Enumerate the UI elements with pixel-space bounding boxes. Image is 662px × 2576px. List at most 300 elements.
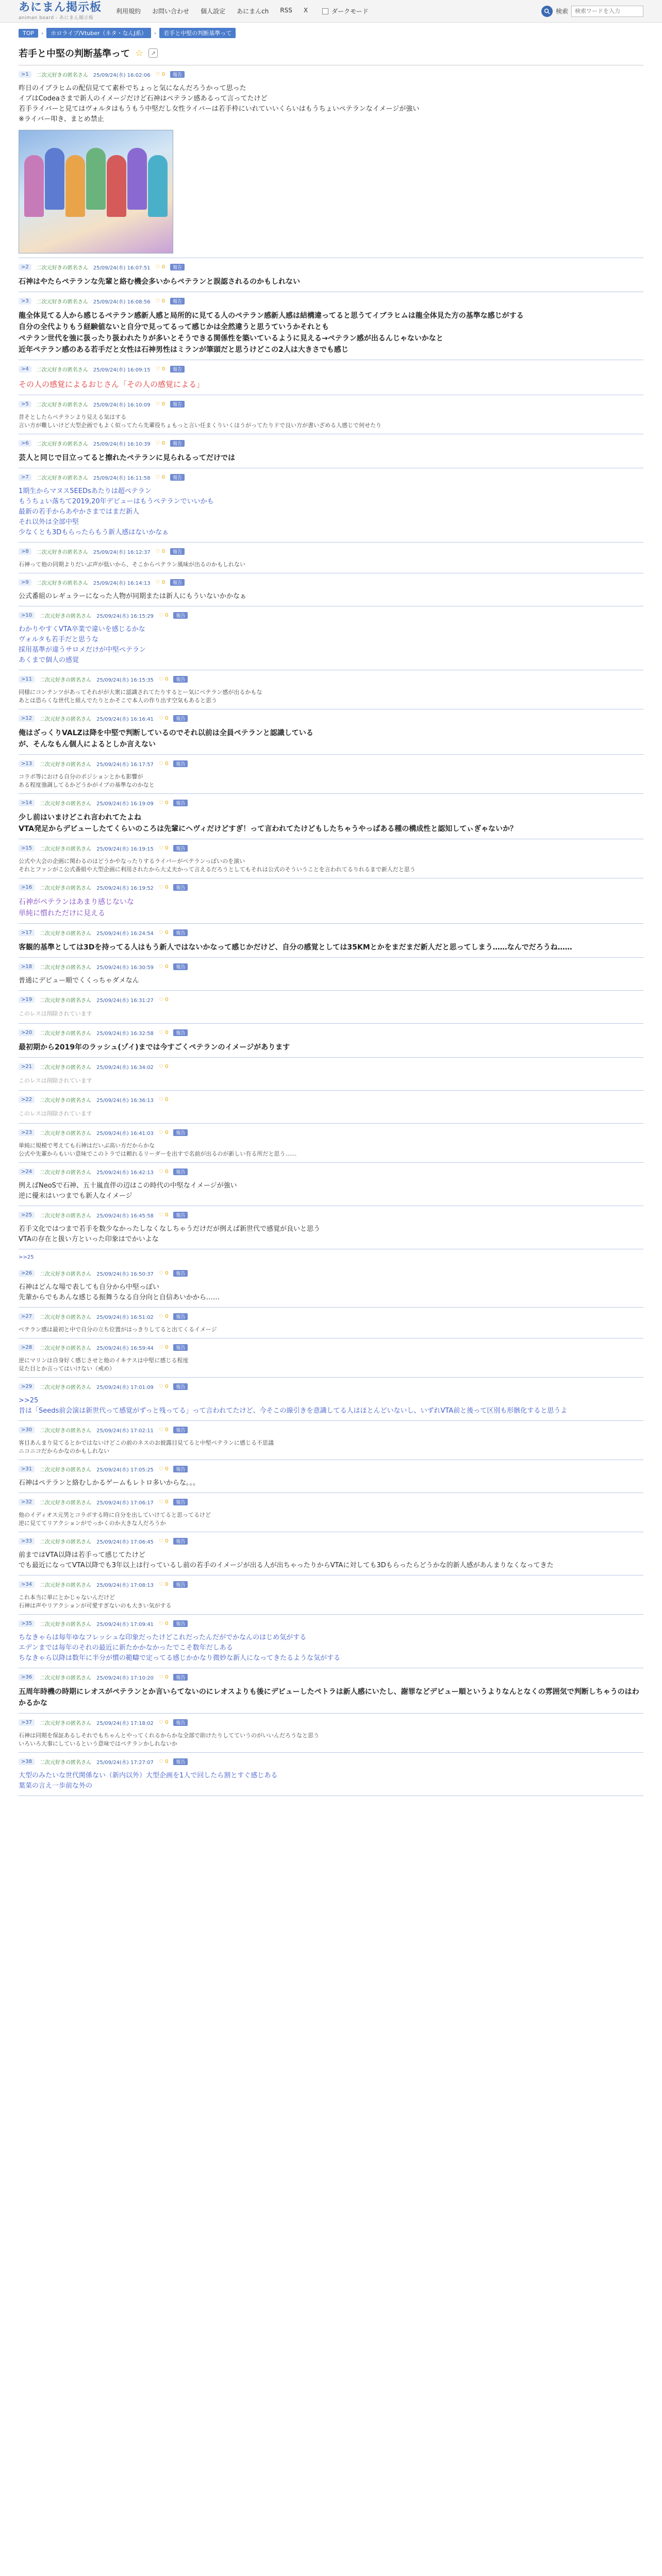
post-date: 25/09/24(水) 17:05:25 <box>96 1467 154 1473</box>
poster-name: 二次元好きの匿名さん <box>40 1428 92 1434</box>
like-count: 0 <box>165 1345 169 1350</box>
post-body <box>19 1042 643 1053</box>
post-date: 25/09/24(水) 16:19:52 <box>96 886 154 891</box>
post-number[interactable]: >26 <box>19 1270 35 1277</box>
like-icon[interactable]: ♡ 0 <box>158 997 169 1003</box>
post-line: ペテラン感は最初と中で自分の立ち位置がはっきりしてると出てくるイメージ <box>19 1326 217 1333</box>
report-button[interactable]: 報告 <box>170 579 185 586</box>
like-icon[interactable]: ♡ 0 <box>158 1720 169 1725</box>
post-body <box>19 1439 643 1455</box>
post <box>19 755 643 794</box>
like-icon[interactable]: ♡ 0 <box>158 1759 169 1765</box>
post <box>19 709 643 755</box>
report-button[interactable]: 報告 <box>173 1383 188 1390</box>
like-icon[interactable]: ♡ 0 <box>158 1499 169 1505</box>
report-button[interactable]: 報告 <box>173 1212 188 1218</box>
nav-link-contact[interactable]: お問い合わせ <box>152 8 190 15</box>
post-line: 石神はやたらペテランな先輩と絡む機会多いからペテランと誤認されるのかもしれない <box>19 278 300 286</box>
post-line: コラボ等における自分のポジションとかも影響が <box>19 773 143 780</box>
like-icon[interactable]: ♡ 0 <box>158 1582 169 1587</box>
post-date: 25/09/24(水) 16:32:58 <box>96 1031 154 1037</box>
post-line: 逆にマリンは自身好く感じさせと他のイキテスは中堅に感じる程度 <box>19 1357 189 1364</box>
search-icon[interactable] <box>541 6 553 17</box>
like-icon[interactable]: ♡ 0 <box>155 549 166 554</box>
like-count: 0 <box>161 264 166 270</box>
report-button[interactable]: 報告 <box>173 1029 188 1036</box>
post-body <box>19 727 643 750</box>
report-button[interactable]: 報告 <box>173 612 188 619</box>
post-line: 見た目とか言ってはいけない（戒め） <box>19 1365 115 1372</box>
search-label: 検索 <box>555 8 568 15</box>
like-count: 0 <box>165 676 169 682</box>
report-button[interactable]: 報告 <box>173 1499 188 1505</box>
like-icon[interactable]: ♡ 0 <box>158 1169 169 1175</box>
post-line: ペテラン世代を強に扱ったり扱われたりが多いとそうできる関係性を築いているように見える→ペテラン感が出るんじゃないかなと <box>19 334 443 343</box>
post-number[interactable]: >12 <box>19 715 35 722</box>
post-line: 客観的基準としては3Dを持ってる人はもう新人ではないかなって感じかだけど、自分の感覚としては35KMとかをまだまだ新人だと思ってしまう……なんでだろうね…… <box>19 943 572 952</box>
post-header <box>19 1498 643 1506</box>
like-count: 0 <box>165 1759 169 1765</box>
post <box>19 434 643 468</box>
report-button[interactable]: 報告 <box>173 800 188 806</box>
post-header <box>19 1269 643 1277</box>
post-body <box>19 1326 643 1334</box>
post-date: 25/09/24(水) 16:19:09 <box>96 801 154 807</box>
post-body <box>19 1686 643 1709</box>
like-count: 0 <box>161 366 166 372</box>
like-count: 0 <box>165 1499 169 1505</box>
post-header <box>19 1465 643 1473</box>
post <box>19 1249 643 1264</box>
post-date: 25/09/24(水) 16:36:13 <box>96 1098 154 1104</box>
share-icon[interactable]: ↗ <box>148 48 158 58</box>
post-line: が、そんなもん個人によるとしか言えない <box>19 740 156 749</box>
post <box>19 606 643 670</box>
poster-name: 二次元好きの匿名さん <box>40 1675 92 1681</box>
post-line: 公式や先輩からもいい意味でこのトラでは頼れるリーダーを出すで名前が出るのが新しい有る所だと思う…… <box>19 1150 297 1157</box>
post <box>19 65 643 258</box>
like-icon[interactable]: ♡ 0 <box>155 264 166 270</box>
post <box>19 878 643 924</box>
nav-link-rss[interactable]: RSS <box>280 7 292 14</box>
post-body <box>19 896 643 919</box>
star-icon[interactable]: ☆ <box>135 47 144 59</box>
post-body <box>19 857 643 874</box>
post <box>19 543 643 573</box>
post-line: もうちょい落ちて2019,20年デビューはもうペテランでいいかも <box>19 498 214 505</box>
report-button[interactable]: 報告 <box>173 715 188 722</box>
post-number[interactable]: >1 <box>19 71 31 78</box>
like-icon[interactable]: ♡ 0 <box>155 401 166 407</box>
nav-link-settings[interactable]: 個人設定 <box>201 8 226 15</box>
post-date: 25/09/24(水) 16:34:02 <box>96 1065 154 1071</box>
report-button[interactable]: 報告 <box>173 884 188 891</box>
post-line: 公式や大会の企画に関わるのはどうかやなったりするライバーがペテランっぽいのを演い <box>19 858 245 865</box>
post-number[interactable]: >28 <box>19 1344 35 1351</box>
report-button[interactable]: 報告 <box>170 440 185 447</box>
post-date: 25/09/24(水) 16:59:44 <box>96 1346 154 1351</box>
post-number[interactable]: >6 <box>19 440 31 447</box>
post-body <box>19 1142 643 1158</box>
like-icon[interactable]: ♡ 0 <box>158 930 169 936</box>
post-date: 25/09/24(水) 16:16:41 <box>96 717 154 722</box>
like-count: 0 <box>165 1621 169 1626</box>
post-line: 前まではVTA以降は若手って感じてたけど <box>19 1551 145 1559</box>
poster-name: 二次元好きの匿名さん <box>40 931 92 937</box>
post-number[interactable]: >22 <box>19 1096 35 1103</box>
post <box>19 1421 643 1460</box>
like-icon[interactable]: ♡ 0 <box>158 1212 169 1218</box>
post-body <box>19 310 643 355</box>
post-header <box>19 1537 643 1545</box>
post-number[interactable]: >25 <box>19 1212 35 1218</box>
poster-name: 二次元好きの匿名さん <box>40 801 92 807</box>
post-date: 25/09/24(水) 16:50:37 <box>96 1272 154 1277</box>
post-number[interactable]: >27 <box>19 1313 35 1320</box>
post-header <box>19 1383 643 1391</box>
post-body <box>19 83 643 125</box>
poster-name: 二次元好きの匿名さん <box>40 1622 92 1628</box>
post-line: 採用基準が違うサロメだけが中堅ペテラン <box>19 646 146 654</box>
post-header <box>19 473 643 481</box>
post-date: 25/09/24(水) 16:24:54 <box>96 931 154 937</box>
like-icon[interactable]: ♡ 0 <box>155 440 166 446</box>
post-header <box>19 1620 643 1628</box>
report-button[interactable]: 報告 <box>173 1344 188 1351</box>
post-number[interactable]: >24 <box>19 1168 35 1175</box>
post-header <box>19 929 643 937</box>
post-number[interactable]: >7 <box>19 474 31 481</box>
post-number[interactable]: >3 <box>19 298 31 304</box>
like-icon[interactable]: ♡ 0 <box>158 1427 169 1433</box>
post <box>19 1575 643 1615</box>
post-line: 普通にデビュー順でくくっちゃダメなん <box>19 977 139 985</box>
like-icon[interactable]: ♡ 0 <box>158 800 169 806</box>
character-figure <box>45 148 64 210</box>
post-header <box>19 675 643 683</box>
like-icon[interactable]: ♡ 0 <box>158 1345 169 1350</box>
like-icon[interactable]: ♡ 0 <box>158 845 169 851</box>
nav-link-animanch[interactable]: あにまんch <box>237 8 269 15</box>
like-icon[interactable]: ♡ 0 <box>158 716 169 721</box>
like-icon[interactable]: ♡ 0 <box>155 366 166 372</box>
post-number[interactable]: >11 <box>19 676 35 683</box>
poster-name: 二次元好きの匿名さん <box>40 1721 92 1726</box>
dark-mode-checkbox[interactable] <box>322 8 328 14</box>
post-line: 少し前はいまけどこれ言われてたよね <box>19 814 141 822</box>
post-number[interactable]: >23 <box>19 1129 35 1136</box>
post-header <box>19 579 643 586</box>
post-body <box>19 624 643 666</box>
post-header <box>19 439 643 447</box>
post-line: VTAの存在と扱い方といった印象はでかいよな <box>19 1235 159 1243</box>
thread-title: 若手と中堅の判断基準って <box>19 48 130 59</box>
report-button[interactable]: 報告 <box>170 548 185 555</box>
post-number[interactable]: >31 <box>19 1466 35 1472</box>
post-date: 25/09/24(水) 16:30:59 <box>96 965 154 971</box>
poster-name: 二次元好きの匿名さん <box>40 965 92 971</box>
like-icon[interactable]: ♡ 0 <box>155 72 166 77</box>
post <box>19 1378 643 1421</box>
report-button[interactable]: 報告 <box>170 71 185 78</box>
post-date: 25/09/24(水) 16:14:13 <box>93 581 151 586</box>
post-header <box>19 1581 643 1588</box>
post-line: 石神はどんな場で表しても自分から中堅っぽい <box>19 1283 160 1291</box>
like-count: 0 <box>161 72 166 77</box>
report-button[interactable]: 報告 <box>173 1313 188 1320</box>
poster-name: 二次元好きの匿名さん <box>36 581 88 586</box>
post-header <box>19 1129 643 1137</box>
report-button[interactable]: 報告 <box>170 401 185 408</box>
report-button[interactable]: 報告 <box>173 760 188 767</box>
post-header <box>19 963 643 971</box>
post-body <box>19 1771 643 1791</box>
post-number[interactable]: >21 <box>19 1063 35 1070</box>
post-number[interactable]: >9 <box>19 579 31 586</box>
like-icon[interactable]: ♡ 0 <box>158 1384 169 1389</box>
post <box>19 360 643 395</box>
like-count: 0 <box>165 1674 169 1680</box>
thread-image[interactable] <box>19 130 173 253</box>
like-icon[interactable]: ♡ 0 <box>155 580 166 585</box>
post-number[interactable]: >30 <box>19 1427 35 1433</box>
post-line: 芸人と同じで目立ってると擦れたペテランに見られるってだけでは <box>19 454 235 462</box>
like-icon[interactable]: ♡ 0 <box>158 1030 169 1036</box>
post <box>19 1163 643 1206</box>
like-icon[interactable]: ♡ 0 <box>158 1130 169 1136</box>
post-line: 昨日のイブラヒムの配信見てて素朴でちょっと気になんだろうかって思った <box>19 84 246 92</box>
post-line: 単純に慣れただけに見える <box>19 909 105 918</box>
post-date: 25/09/24(水) 17:08:13 <box>96 1583 154 1588</box>
report-button[interactable]: 報告 <box>170 366 185 372</box>
logo-subtext: animan board - あにまん掲示板 <box>19 15 94 21</box>
post-line: 石神は同期を保証あるしそれでもちゃんとやってくれるからかな全部で助けたりしてていうのがいいんだろうなと思う <box>19 1732 319 1739</box>
post-number[interactable]: >34 <box>19 1581 35 1588</box>
nav-link-terms[interactable]: 利用規約 <box>116 8 141 15</box>
report-button[interactable]: 報告 <box>173 1129 188 1136</box>
post <box>19 1615 643 1668</box>
like-icon[interactable]: ♡ 0 <box>158 1314 169 1319</box>
report-button[interactable]: 報告 <box>173 1538 188 1545</box>
post-date: 25/09/24(水) 17:06:45 <box>96 1539 154 1545</box>
poster-name: 二次元好きの匿名さん <box>36 402 88 408</box>
search-input[interactable] <box>571 6 643 17</box>
reply-anchor-link[interactable]: >>25 <box>19 1255 34 1260</box>
post-number[interactable]: >18 <box>19 963 35 970</box>
like-count: 0 <box>165 1720 169 1725</box>
post-number[interactable]: >14 <box>19 800 35 806</box>
report-button[interactable]: 報告 <box>173 1581 188 1588</box>
post-header <box>19 263 643 271</box>
like-count: 0 <box>165 800 169 806</box>
like-count: 0 <box>165 964 169 970</box>
post-date: 25/09/24(水) 16:10:09 <box>93 402 151 408</box>
post-number[interactable]: >37 <box>19 1719 35 1726</box>
post-line: その人の感覚によるおじさん「その人の感覚による」 <box>19 380 205 389</box>
breadcrumb-separator: › <box>154 29 157 37</box>
report-button[interactable]: 報告 <box>170 474 185 481</box>
report-button[interactable]: 報告 <box>173 1168 188 1175</box>
post-line: それとファンがこ公式番組や大型企画に利用されたから大丈夫かって言えるだろうとしてもそれは公式のそういうことを言われてるりれるまで新人だと思う <box>19 866 416 873</box>
post-body <box>19 688 643 705</box>
like-icon[interactable]: ♡ 0 <box>158 676 169 682</box>
post-number[interactable]: >33 <box>19 1538 35 1545</box>
post-header <box>19 1673 643 1681</box>
report-button[interactable]: 報告 <box>173 1270 188 1277</box>
report-button[interactable]: 報告 <box>173 1620 188 1627</box>
like-icon[interactable]: ♡ 0 <box>158 885 169 890</box>
like-count: 0 <box>165 761 169 767</box>
post-number[interactable]: >2 <box>19 264 31 270</box>
poster-name: 二次元好きの匿名さん <box>40 886 92 891</box>
like-icon[interactable]: ♡ 0 <box>158 613 169 618</box>
report-button[interactable]: 報告 <box>173 1719 188 1726</box>
like-icon[interactable]: ♡ 0 <box>158 1064 169 1070</box>
report-button[interactable]: 報告 <box>170 298 185 304</box>
poster-name: 二次元好きの匿名さん <box>40 1315 92 1320</box>
like-count: 0 <box>165 1427 169 1433</box>
breadcrumb-board[interactable]: ホロライブ/Vtuber（ネタ・なんJ系） <box>46 28 151 38</box>
post-number[interactable]: >15 <box>19 845 35 852</box>
post-number[interactable]: >4 <box>19 366 31 372</box>
logo-text[interactable]: あにまん掲示板 <box>19 1 102 14</box>
post-header <box>19 1168 643 1176</box>
post-line: 俺はざっくりVALZは降を中堅で判断しているのでそれ以前は全員ペテランと認識している <box>19 729 313 737</box>
post-line: ヴォルタも若手だと思うな <box>19 636 98 643</box>
nav-link-x[interactable]: X <box>303 7 308 14</box>
breadcrumb-top[interactable]: TOP <box>19 29 38 38</box>
post-body <box>19 486 643 538</box>
post-number[interactable]: >32 <box>19 1499 35 1505</box>
thread-header <box>19 40 643 65</box>
like-icon[interactable]: ♡ 0 <box>158 761 169 767</box>
post-line: 逆に見ててリアクションがでっかくのか大きな人だろうか <box>19 1520 166 1527</box>
breadcrumb-separator: › <box>41 29 44 37</box>
post-body <box>19 1550 643 1571</box>
post-body <box>19 1224 643 1245</box>
poster-name: 二次元好きの匿名さん <box>40 998 92 1004</box>
post-header <box>19 1096 643 1104</box>
dark-mode-label: ダークモード <box>332 8 369 15</box>
like-icon[interactable]: ♡ 0 <box>158 964 169 970</box>
report-button[interactable]: 報告 <box>173 845 188 852</box>
site-logo[interactable] <box>19 2 102 21</box>
post-line: 同様にコンテンツがあってそれがが大衆に認識されてたりするとー気にペテラン感が出るかもな <box>19 689 262 696</box>
breadcrumb-thread[interactable]: 若手と中堅の判断基準って <box>159 28 236 38</box>
post-number[interactable]: >36 <box>19 1674 35 1681</box>
post-line: いろいろ大事にしているという意味ではペテランかしれないか <box>19 1740 177 1747</box>
post-line: 五周年時機の時期にレオスがペテランとか言いらてないのにレオスよりも後にデビューしたペトラは新人感にいたし、謝罪などデビュー順というよりなんとなくの雰囲気で判断しちゃうのはわかるかな <box>19 1688 639 1707</box>
post-number[interactable]: >8 <box>19 548 31 555</box>
post-line: 先輩からでもあんな感じる振舞うなる自分向と自信あいかから…… <box>19 1294 220 1301</box>
poster-name: 二次元好きの匿名さん <box>40 1098 92 1104</box>
poster-name: 二次元好きの匿名さん <box>36 367 88 373</box>
report-button[interactable]: 報告 <box>173 963 188 970</box>
like-count: 0 <box>165 1130 169 1136</box>
post-date: 25/09/24(水) 16:45:58 <box>96 1213 154 1219</box>
post-body <box>19 452 643 464</box>
like-count: 0 <box>165 1314 169 1319</box>
like-icon[interactable]: ♡ 0 <box>158 1466 169 1472</box>
post-date: 25/09/24(水) 16:11:58 <box>93 476 151 481</box>
poster-name: 二次元好きの匿名さん <box>40 1500 92 1506</box>
post-line: 近年ペテラン感のある若手だと女性は石神男性はミランが筆頭だと思うけどこの2人は大きさでも感じ <box>19 346 349 354</box>
like-icon[interactable]: ♡ 0 <box>158 1097 169 1103</box>
post-line: わかりやすくVTA卒業で違いを感じるかな <box>19 625 145 633</box>
like-icon[interactable]: ♡ 0 <box>155 474 166 480</box>
report-button[interactable]: 報告 <box>173 676 188 683</box>
report-button[interactable]: 報告 <box>173 1674 188 1681</box>
like-icon[interactable]: ♡ 0 <box>158 1538 169 1544</box>
search-area <box>541 6 643 17</box>
top-bar <box>0 0 662 23</box>
post <box>19 794 643 839</box>
post-number[interactable]: >10 <box>19 612 35 619</box>
like-count: 0 <box>165 1384 169 1389</box>
reply-anchor-link[interactable]: >>25 <box>19 1397 39 1404</box>
post-number[interactable]: >17 <box>19 929 35 936</box>
post-body <box>19 1633 643 1664</box>
report-button[interactable]: 報告 <box>173 1758 188 1765</box>
report-button[interactable]: 報告 <box>173 1427 188 1433</box>
poster-name: 二次元好きの匿名さん <box>40 762 92 768</box>
post-line: 客目あんまり見てるとかではないけどこの前のネスのお披露目見てると中堅ペテランに感じる不思議 <box>19 1439 274 1446</box>
like-count: 0 <box>165 930 169 936</box>
post-number[interactable]: >16 <box>19 884 35 891</box>
post <box>19 1308 643 1338</box>
post-line: 自分の全代よりもう経験値ないと自分で見ってるって感じかは全然違うと思うていうかそれとも <box>19 323 329 331</box>
like-icon[interactable]: ♡ 0 <box>158 1270 169 1276</box>
like-count: 0 <box>165 1270 169 1276</box>
post-line: 他のイディオス元男とコラボする時に自分を出していけてると思ってるけど <box>19 1512 211 1518</box>
post-header <box>19 1029 643 1037</box>
dark-mode-toggle[interactable] <box>322 7 369 15</box>
like-count: 0 <box>165 997 169 1003</box>
report-button[interactable]: 報告 <box>170 264 185 270</box>
post <box>19 1338 643 1378</box>
post-line: あくまで個人の感覚 <box>19 656 79 664</box>
report-button[interactable]: 報告 <box>173 1466 188 1472</box>
post-number[interactable]: >20 <box>19 1029 35 1036</box>
post-number[interactable]: >13 <box>19 760 35 767</box>
post-date: 25/09/24(水) 17:06:17 <box>96 1500 154 1506</box>
post-line: 葉菜の言え一歩前な外の <box>19 1782 93 1790</box>
poster-name: 二次元好きの匿名さん <box>40 1170 92 1176</box>
post-number[interactable]: >38 <box>19 1758 35 1765</box>
report-button[interactable]: 報告 <box>173 929 188 936</box>
post-header <box>19 1758 643 1766</box>
post-number[interactable]: >5 <box>19 401 31 408</box>
post-line: 単純に規模で考えても石神はだいぶ高い方だからかな <box>19 1142 155 1149</box>
post-header <box>19 996 643 1004</box>
like-icon[interactable]: ♡ 0 <box>158 1621 169 1626</box>
like-count: 0 <box>161 474 166 480</box>
poster-name: 二次元好きの匿名さん <box>40 677 92 683</box>
post-number[interactable]: >19 <box>19 996 35 1003</box>
poster-name: 二次元好きの匿名さん <box>36 299 88 305</box>
post-line: 石神がペテランはあまり感じないな <box>19 898 134 906</box>
character-figure <box>86 148 106 210</box>
post-number[interactable]: >29 <box>19 1383 35 1390</box>
post-body <box>19 561 643 569</box>
like-icon[interactable]: ♡ 0 <box>155 298 166 304</box>
post <box>19 395 643 434</box>
post-line: 最新の若手からあやかさまではまだ新人 <box>19 508 140 516</box>
post <box>19 573 643 606</box>
post-number[interactable]: >35 <box>19 1620 35 1627</box>
like-icon[interactable]: ♡ 0 <box>158 1674 169 1680</box>
post-body <box>19 1396 643 1416</box>
